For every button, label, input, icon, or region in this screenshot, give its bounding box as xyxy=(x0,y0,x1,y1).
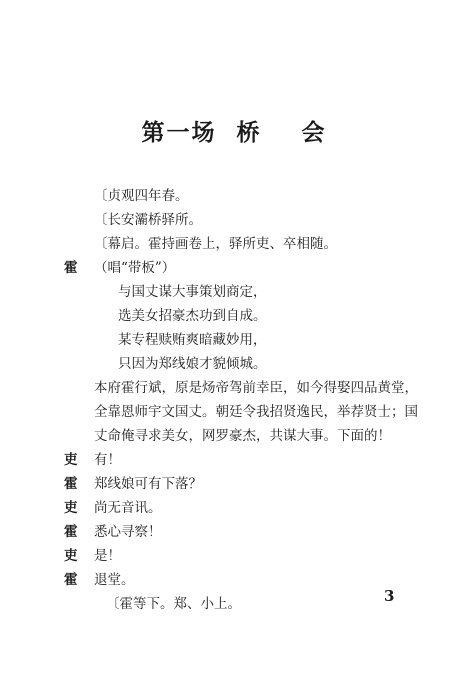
speaker-label: 吏 xyxy=(64,452,78,468)
verse-line: 只因为郑线娘才貌倾城。 xyxy=(118,356,267,372)
dialogue-line: 有！ xyxy=(94,452,121,468)
speaker-label: 霍 xyxy=(64,260,78,276)
speaker-label: 霍 xyxy=(64,524,78,540)
speaker-label: 霍 xyxy=(64,572,78,588)
speaker-label: 霍 xyxy=(64,476,78,492)
monologue-line: 本府霍行斌，原是炀帝驾前幸臣，如今得娶四品黄堂， xyxy=(94,380,418,396)
verse-line: 选美女招豪杰功到自成。 xyxy=(118,308,267,324)
speaker-label: 吏 xyxy=(64,548,78,564)
stage-direction: 〔贞观四年春。 xyxy=(94,188,189,204)
scene-title: 第一场 桥 会 xyxy=(141,119,327,146)
speaker-label: 吏 xyxy=(64,500,78,516)
stage-direction: 〔长安灞桥驿所。 xyxy=(94,212,202,228)
dialogue-line: 郑线娘可有下落？ xyxy=(94,476,202,492)
tune-label: （唱“带板”） xyxy=(94,260,176,276)
monologue-line: 丈命俺寻求美女，网罗豪杰，共谋大事。下面的！ xyxy=(94,428,391,444)
dialogue-line: 尚无音讯。 xyxy=(94,500,162,516)
dialogue-line: 退堂。 xyxy=(94,572,135,588)
verse-line: 某专程赎贿爽暗藏妙用， xyxy=(118,332,267,348)
page-number: 3 xyxy=(384,587,395,605)
dialogue-line: 悉心寻察！ xyxy=(94,524,162,540)
dialogue-line: 是！ xyxy=(94,548,121,564)
stage-direction: 〔霍等下。郑、小上。 xyxy=(106,596,241,612)
monologue-line: 全靠恩师宇文国丈。朝廷令我招贤逸民，举荐贤士；国 xyxy=(94,404,418,420)
verse-line: 与国丈谋大事策划商定， xyxy=(118,284,267,300)
stage-direction: 〔幕启。霍持画卷上，驿所吏、卒相随。 xyxy=(94,236,337,252)
